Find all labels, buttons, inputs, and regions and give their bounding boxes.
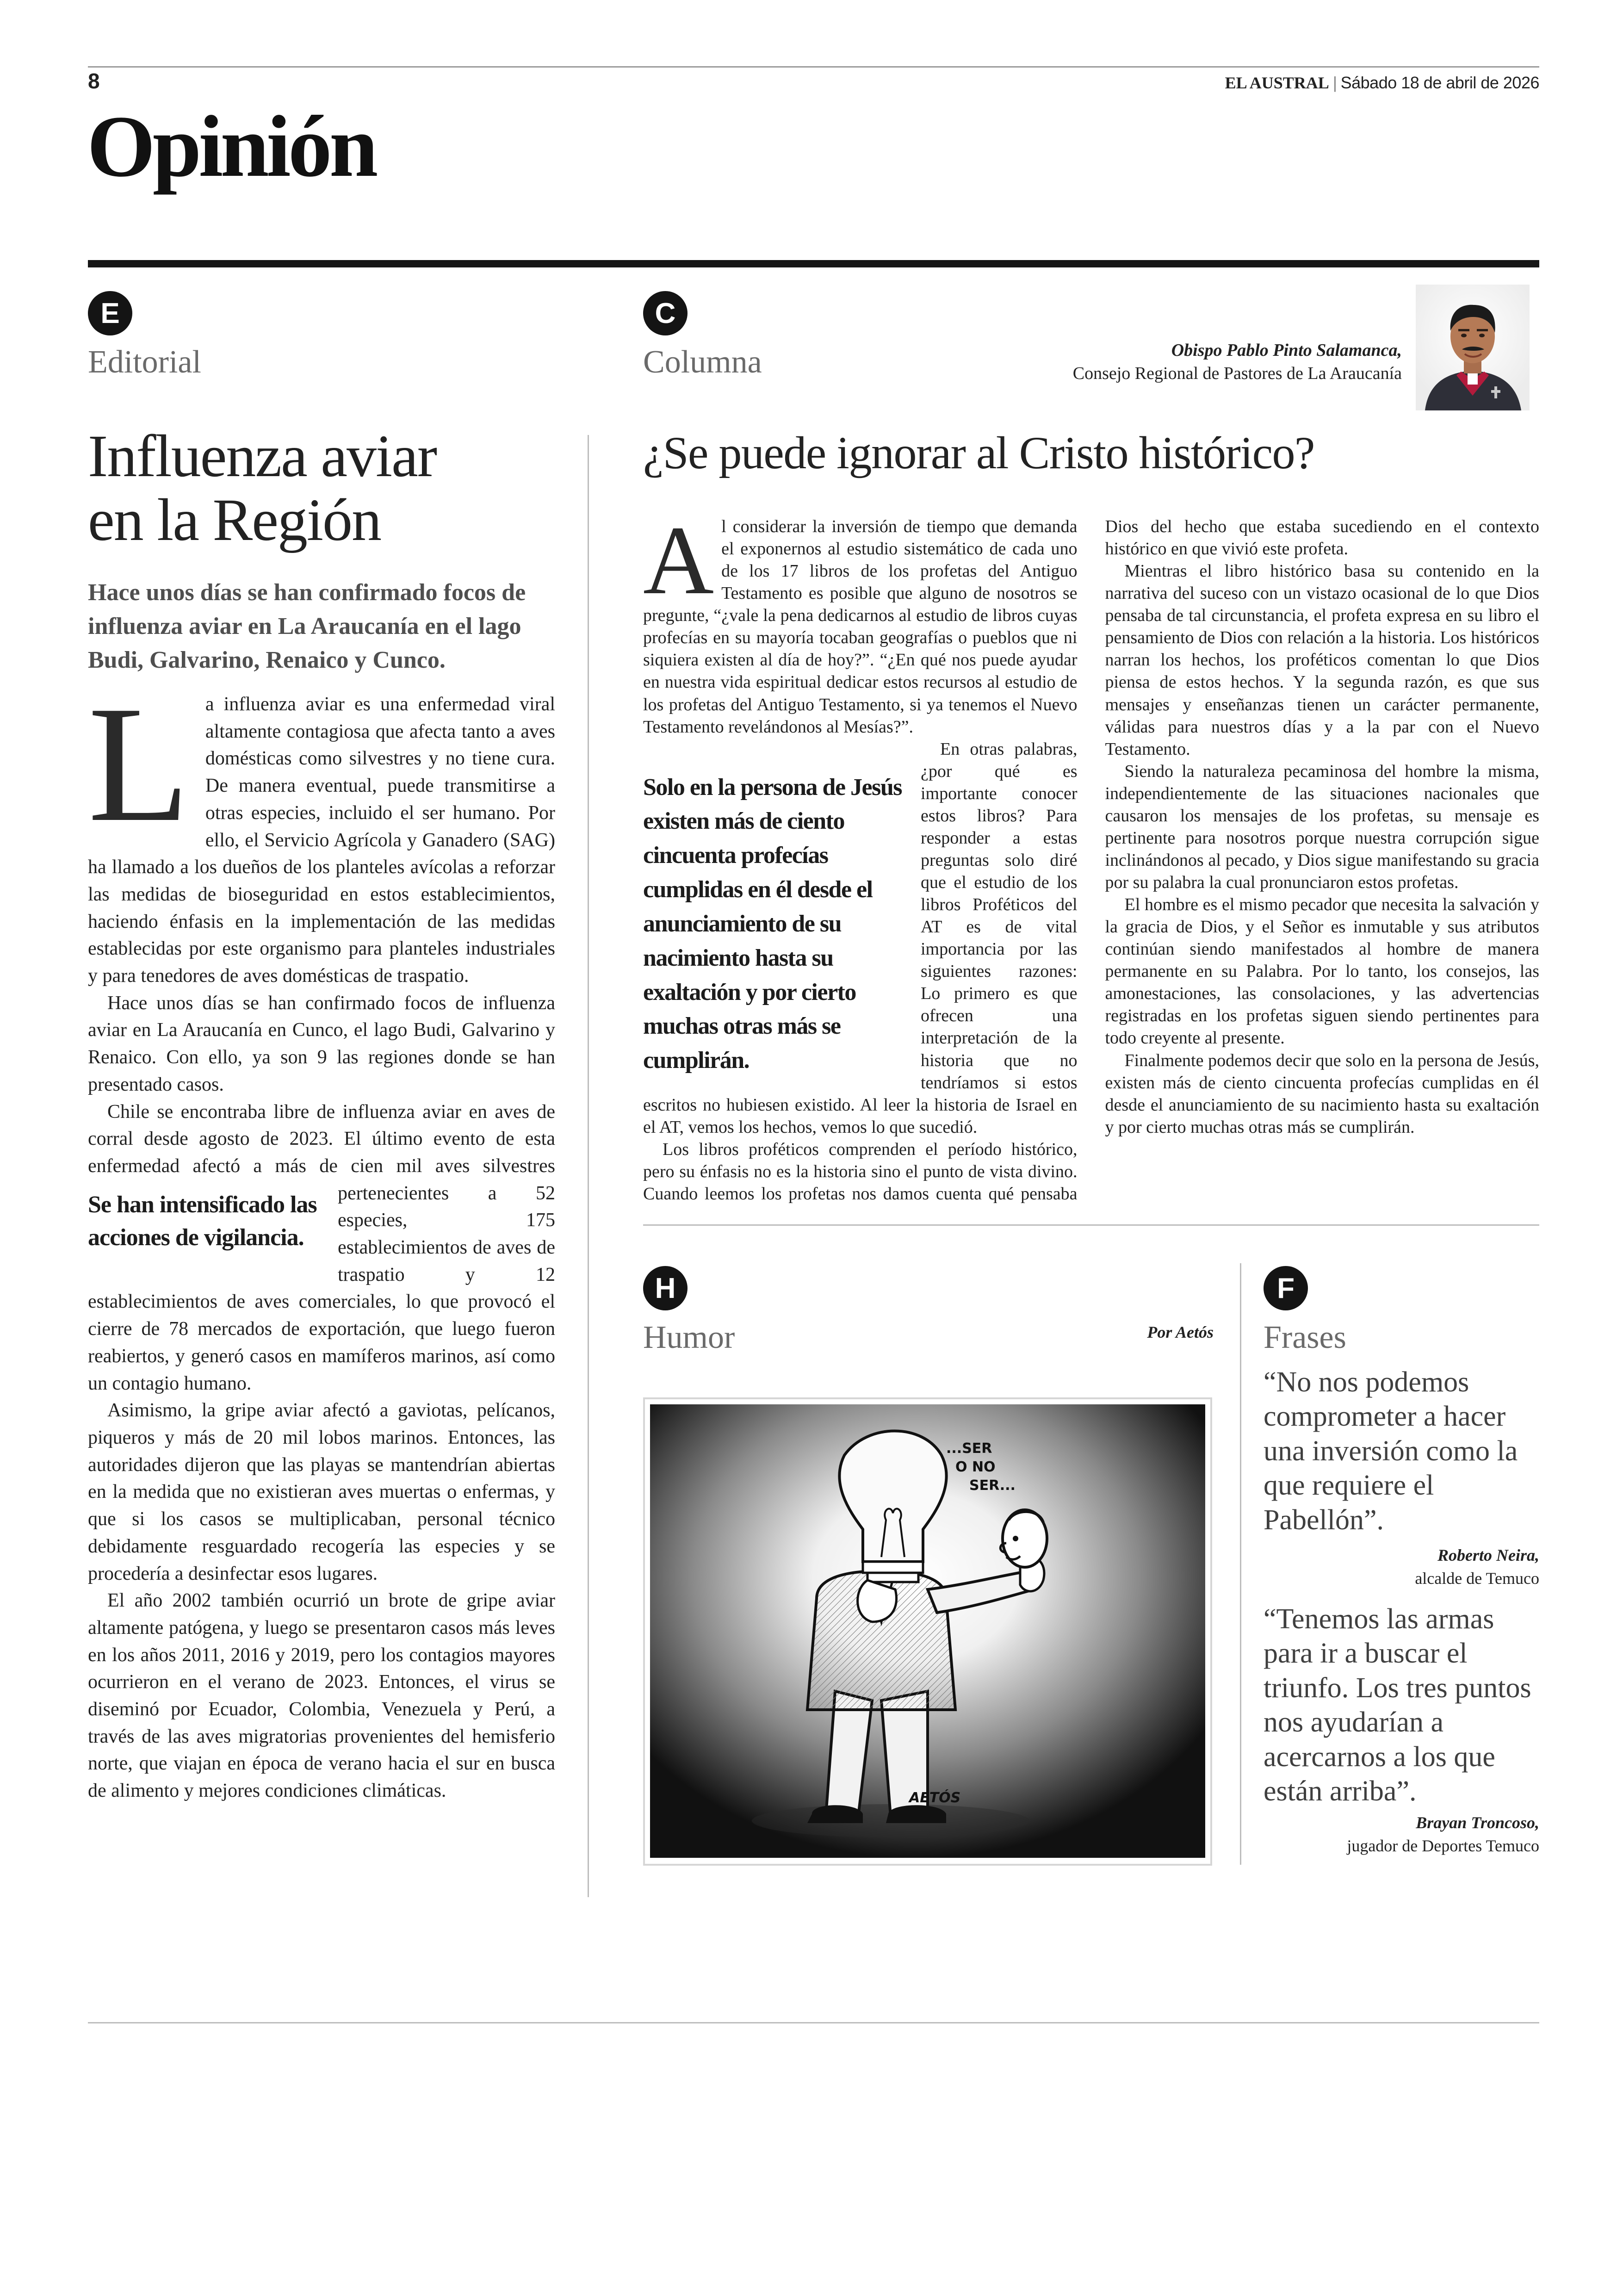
section-title: Opinión — [87, 98, 376, 195]
column-paragraph: El hombre es el mismo pecador que necesita la salvación y la gracia de Dios, y el Señor es inmutable y sus atributos continúan siendo manifestados al hombre de manera permanente en su Palabra. Por lo tanto, los consejos, las amonestaciones, las consolaciones, y las advertencias registradas en los profetas siguen siendo pertinentes para todo creyente al presente. — [1105, 895, 1539, 1048]
quote-author-role: alcalde de Temuco — [1415, 1569, 1539, 1588]
editorial-label: Editorial — [88, 344, 201, 380]
editorial-headline — [88, 425, 551, 552]
cartoon-speech-3: SER... — [969, 1477, 1016, 1494]
editorial-headline-line1: Influenza aviar — [88, 423, 437, 490]
quote-author: Roberto Neira, — [1437, 1546, 1539, 1564]
author-photo — [1416, 285, 1530, 410]
editorial-paragraph: Chile se encontraba libre de influenza aviar en aves de corral desde agosto de 2023. El último evento de esta enfermedad afectó a más de cien mil aves silves Se han intensificado las acciones de vigilancia. tres pertenecientes a 52 especies, 175 establecimientos de aves de traspatio y 12 establecimientos de aves comerciales, lo que provocó el cierre de 78 mercados de exportación, que luego fueron reabiertos, y generó casos en mamíferos marinos, así como un contagio humano. — [88, 1101, 555, 1394]
quote-author-role: jugador de Deportes Temuco — [1347, 1837, 1539, 1855]
column-divider-left — [588, 435, 589, 1897]
column-paragraph: Solo en la persona de Jesús existen más de ciento cincuenta profecías cumplidas en él desde el anunciamiento de su nacimiento hasta su exaltación y por cierto muchas otras más se cumplirán. En otras palabras, ¿por qué es importante conocer estos libros? Para responder a estas preguntas solo diré que el estudio de los libros Proféticos del AT es de vital importancia por las siguientes razones: Lo primero es que ofrecen una interpretación de la historia que no tendríamos si estos escritos no hubiesen existido. Al leer la historia de Israel en el AT, vemos los hechos, vemos lo que sucedió. — [643, 738, 1078, 1138]
issue-date: Sábado 18 de abril de 2026 — [1340, 73, 1539, 92]
column-label: Columna — [643, 344, 762, 380]
humor-author: Por Aetós — [1147, 1323, 1214, 1341]
editorial-dropcap: L — [88, 671, 190, 856]
column-paragraph: Mientras el libro histórico basa su contenido en la narrativa del suceso con un vistazo ocasional de lo que Dios pensaba de tal circunstancia, el profeta expresa en su libro el pensamiento de Dios con relación a la historia. Los históricos narran los hechos, los proféticos comentan lo que Dios piensa de estos hechos. Y la segunda razón, es que sus mensajes y enseñanzas tienen un carácter permanente, válidas para nuestros días y a la par con el Nuevo Testamento. — [1105, 561, 1539, 759]
masthead — [1225, 73, 1539, 93]
editorial-paragraph: La influenza aviar es una enfermedad viral altamente contagiosa que afecta tanto a aves domésticas como silvestres y no tiene cura. De manera eventual, puede transmitirse a otras especies, incluido el ser humano. Por ello, el Servicio Agrícola y Ganadero (SAG) ha llamado a los dueños de los planteles avícolas a reforzar las medidas de bioseguridad en estos establecimientos, haciendo énfasis en la implementación de las medidas establecidas por este organismo para planteles industriales y para tenedores de aves domésticas de traspatio. — [88, 671, 555, 987]
column-headline: ¿Se puede ignorar al Cristo histórico? — [643, 427, 1314, 478]
quote-text: “No nos podemos comprometer a hacer una inversión como la que requiere el Pabellón”. — [1264, 1366, 1518, 1536]
cartoon-speech-2: O NO — [955, 1459, 996, 1475]
editorial-badge: E — [88, 291, 132, 335]
cartoon-signature: AETÓS — [909, 1790, 961, 1806]
editorial-pull-quote: Se han intensificado las acciones de vigilancia. — [88, 1191, 317, 1251]
humor-badge: H — [643, 1266, 688, 1310]
humor-label: Humor — [643, 1320, 735, 1355]
column-body — [643, 506, 1539, 1213]
column-pull-quote: Solo en la persona de Jesús existen más de ciento cincuenta profecías cumplidas en él desde el anunciamiento de su nacimiento hasta su exaltación y por cierto muchas otras más se cumplirán. — [643, 774, 902, 1074]
column-paragraph: Los libros proféticos comprenden el período histórico, pero su énfasis no es la historia sino el punto de vista divino. Cuando leemos los profetas nos damos cuenta qué pensaba Dios del hecho que estaba sucediendo en el contexto histórico en que vivió este profeta. — [643, 517, 1539, 1204]
column-bottom-rule — [643, 1224, 1539, 1226]
editorial-paragraph: Asimismo, la gripe aviar afectó a gaviotas, pelícanos, piqueros y más de 20 mil lobos marinos. Entonces, las autoridades dijeron que las playas se mantendrían abiertas en la medida que no existieran aves muertas o enfermas, y que si los casos se multiplicaban, personal técnico debidamente resguardado recogería las especies y se procedería a desinfectar esos lugares. — [88, 1400, 555, 1584]
column-paragraph: Al considerar la inversión de tiempo que demanda el exponernos al estudio sistemático de cada uno de los 17 libros de los profetas del Antiguo Testamento es posible que alguno de nosotros se pregunte, “¿vale la pena dedicarnos al estudio de libros cuyas profecías en su mayoría tocaban geografías o pueblos que ni siquiera existen al día de hoy?”. “¿En qué nos puede ayudar en nuestra vida espiritual dedicar estos recursos al estudio de los profetas del Antiguo Testamento, si ya tenemos el Nuevo Testamento revelándonos al Mesías?”. — [643, 506, 1078, 737]
frases-divider — [1240, 1263, 1241, 1865]
section-rule — [88, 260, 1539, 267]
page-bottom-rule — [88, 2022, 1539, 2023]
column-author-role: Consejo Regional de Pastores de La Araucanía — [1072, 364, 1402, 383]
column-author-name: Obispo Pablo Pinto Salamanca, — [1171, 341, 1402, 360]
newspaper-brand[interactable]: EL AUSTRAL — [1225, 74, 1329, 92]
column-paragraph: Siendo la naturaleza pecaminosa del hombre la misma, independientemente de las situaciones nacionales que causaron los mensajes de los profetas, su mensaje es pertinente para nosotros porque nuestra corrupción sigue inclinándonos al pecado, y Dios sigue manifestando su gracia por su palabra la cual pronunciaron estos profetas. — [1105, 761, 1539, 892]
masthead-separator: | — [1332, 73, 1337, 92]
humor-cartoon — [650, 1404, 1205, 1858]
editorial-lead: Hace unos días se han confirmado focos de influenza aviar en La Araucanía en el lago Budi, Galvarino, Renaico y Cunco. — [88, 579, 526, 673]
column-badge: C — [643, 291, 688, 335]
frases-badge: F — [1264, 1266, 1308, 1310]
column-paragraph: Finalmente podemos decir que solo en la persona de Jesús, existen más de ciento cincuenta profecías cumplidas en él desde el anunciamiento de su nacimiento hasta su exaltación y por cierto muchas otras más se cumplirán. — [1105, 1050, 1539, 1137]
quote-text: “Tenemos las armas para ir a buscar el triunfo. Los tres puntos nos ayudarían a acercarnos a los que están arriba”. — [1264, 1603, 1531, 1807]
page-number: 8 — [88, 69, 100, 93]
editorial-paragraph: Hace unos días se han confirmado focos de influenza aviar en La Araucanía en Cunco, el lago Budi, Galvarino y Renaico. Con ello, ya son 9 las regiones donde se han presentado casos. — [88, 992, 555, 1095]
editorial-paragraph: El año 2002 también ocurrió un brote de gripe aviar altamente patógena, y luego se presentaron casos más leves en los años 2011, 2016 y 2019, pero los contagios mayores ocurrieron en el verano de 2023. Entonces, el virus se diseminó por Ecuador, Colombia, Venezuela y Perú, a través de las aves migratorias provenientes del hemisferio norte, que viajan en época de verano hacia el sur en busca de alimento y mejores condiciones climáticas. — [88, 1590, 555, 1802]
column-dropcap: A — [643, 506, 714, 614]
quote-author: Brayan Troncoso, — [1416, 1813, 1539, 1832]
cartoon-speech-1: ...SER — [946, 1440, 992, 1457]
frases-label: Frases — [1264, 1320, 1346, 1355]
editorial-headline-line2: en la Región — [88, 486, 381, 553]
top-rule — [88, 66, 1539, 68]
editorial-body — [88, 671, 555, 1805]
